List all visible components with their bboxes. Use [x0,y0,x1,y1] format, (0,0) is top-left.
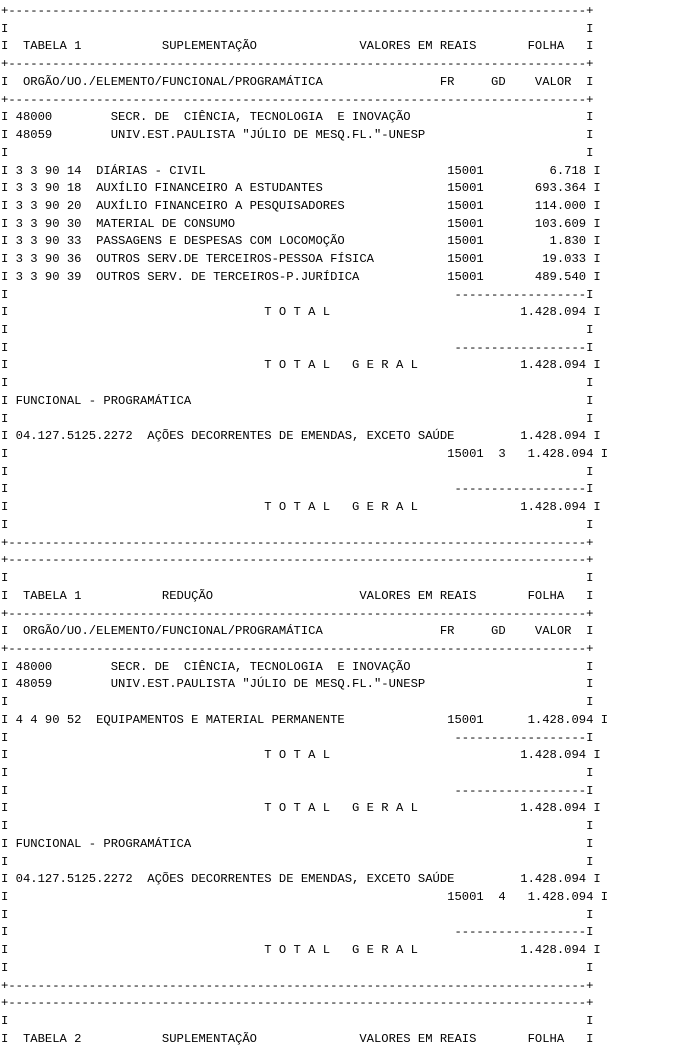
report-line: I ------------------I [1,482,594,497]
report-line: I 48000 SECR. DE CIÊNCIA, TECNOLOGIA E INOVAÇÃO I [1,659,594,674]
report-line: +-------------------------------------------------------------------------------+ [1,4,594,18]
report-line: I T O T A L G E R A L 1.428.094 I [1,801,601,816]
report-line: +-------------------------------------------------------------------------------+ [1,606,594,621]
report-line: +-------------------------------------------------------------------------------+ [1,553,594,568]
report-line: I 3 3 90 20 AUXÍLIO FINANCEIRO A PESQUISADORES 15001 114.000 I [1,198,601,213]
report-line: I 04.127.5125.2272 AÇÕES DECORRENTES DE EMENDAS, EXCETO SAÚDE 1.428.094 I [1,429,601,444]
report-line: I 3 3 90 18 AUXÍLIO FINANCEIRO A ESTUDANTES 15001 693.364 I [1,181,601,196]
report-line: +-------------------------------------------------------------------------------+ [1,92,594,107]
report-line: I ------------------I [1,925,594,940]
report-line: I I [1,766,594,780]
report-line: I I [1,907,594,922]
report-line: I I [1,695,594,710]
report-line: I 48000 SECR. DE CIÊNCIA, TECNOLOGIA E INOVAÇÃO I [1,110,594,125]
report-line: I ------------------I [1,783,594,798]
report-line: I FUNCIONAL - PROGRAMÁTICA I [1,393,594,408]
report-line: I 3 3 90 36 OUTROS SERV.DE TERCEIROS-PESSOA FÍSICA 15001 19.033 I [1,252,601,267]
report-line: I 3 3 90 39 OUTROS SERV. DE TERCEIROS-P.JURÍDICA 15001 489.540 I [1,269,601,284]
report-line: I I [1,464,594,479]
report-line: I TABELA 1 REDUÇÃO VALORES EM REAIS FOLHA I [1,588,594,603]
report-line: I I [1,376,594,391]
report-line: I I [1,571,594,585]
report-line: I T O T A L 1.428.094 I [1,305,601,320]
report-line: I 15001 3 1.428.094 I [1,447,609,461]
report-line: I ------------------I [1,340,594,355]
report-line: I T O T A L 1.428.094 I [1,748,601,763]
report-line: I 48059 UNIV.EST.PAULISTA "JÚLIO DE MESQ.FL."-UNESP I [1,677,594,692]
report-line: I 15001 4 1.428.094 I [1,890,609,904]
report-line: I 04.127.5125.2272 AÇÕES DECORRENTES DE EMENDAS, EXCETO SAÚDE 1.428.094 I [1,872,601,887]
report-line: I FUNCIONAL - PROGRAMÁTICA I [1,836,594,851]
report-line: I T O T A L G E R A L 1.428.094 I [1,500,601,515]
report-line: +-------------------------------------------------------------------------------+ [1,978,594,993]
report-line: +-------------------------------------------------------------------------------+ [1,641,594,656]
report-line: I ORGÃO/UO./ELEMENTO/FUNCIONAL/PROGRAMÁTICA FR GD VALOR I [1,624,594,639]
report-line: I T O T A L G E R A L 1.428.094 I [1,358,601,373]
report-line: I 4 4 90 52 EQUIPAMENTOS E MATERIAL PERMANENTE 15001 1.428.094 I [1,712,609,727]
report-line: I I [1,145,594,160]
report-line: I I [1,960,594,975]
report-line: I 3 3 90 30 MATERIAL DE CONSUMO 15001 103.609 I [1,216,601,231]
report-line: I 3 3 90 33 PASSAGENS E DESPESAS COM LOCOMOÇÃO 15001 1.830 I [1,234,601,249]
report-line: I I [1,1014,594,1028]
report-line: I ORGÃO/UO./ELEMENTO/FUNCIONAL/PROGRAMÁTICA FR GD VALOR I [1,74,594,89]
report-line: +-------------------------------------------------------------------------------+ [1,535,594,550]
report-line: I I [1,21,594,36]
report-line: +-------------------------------------------------------------------------------+ [1,996,594,1011]
report-line: I I [1,411,594,426]
report-line: I I [1,854,594,869]
report-line: I ------------------I [1,287,594,302]
report-line: I TABELA 2 SUPLEMENTAÇÃO VALORES EM REAIS FOLHA I [1,1031,594,1046]
report-line: I TABELA 1 SUPLEMENTAÇÃO VALORES EM REAIS FOLHA I [1,39,594,54]
report-line: I I [1,323,594,337]
report-line: I 3 3 90 14 DIÁRIAS - CIVIL 15001 6.718 I [1,163,601,178]
report-line: I I [1,819,594,834]
report-line: I T O T A L G E R A L 1.428.094 I [1,943,601,958]
report-line: +-------------------------------------------------------------------------------+ [1,57,594,72]
report-line: I 48059 UNIV.EST.PAULISTA "JÚLIO DE MESQ.FL."-UNESP I [1,128,594,142]
report-line: I ------------------I [1,730,594,745]
report-line: I I [1,517,594,532]
